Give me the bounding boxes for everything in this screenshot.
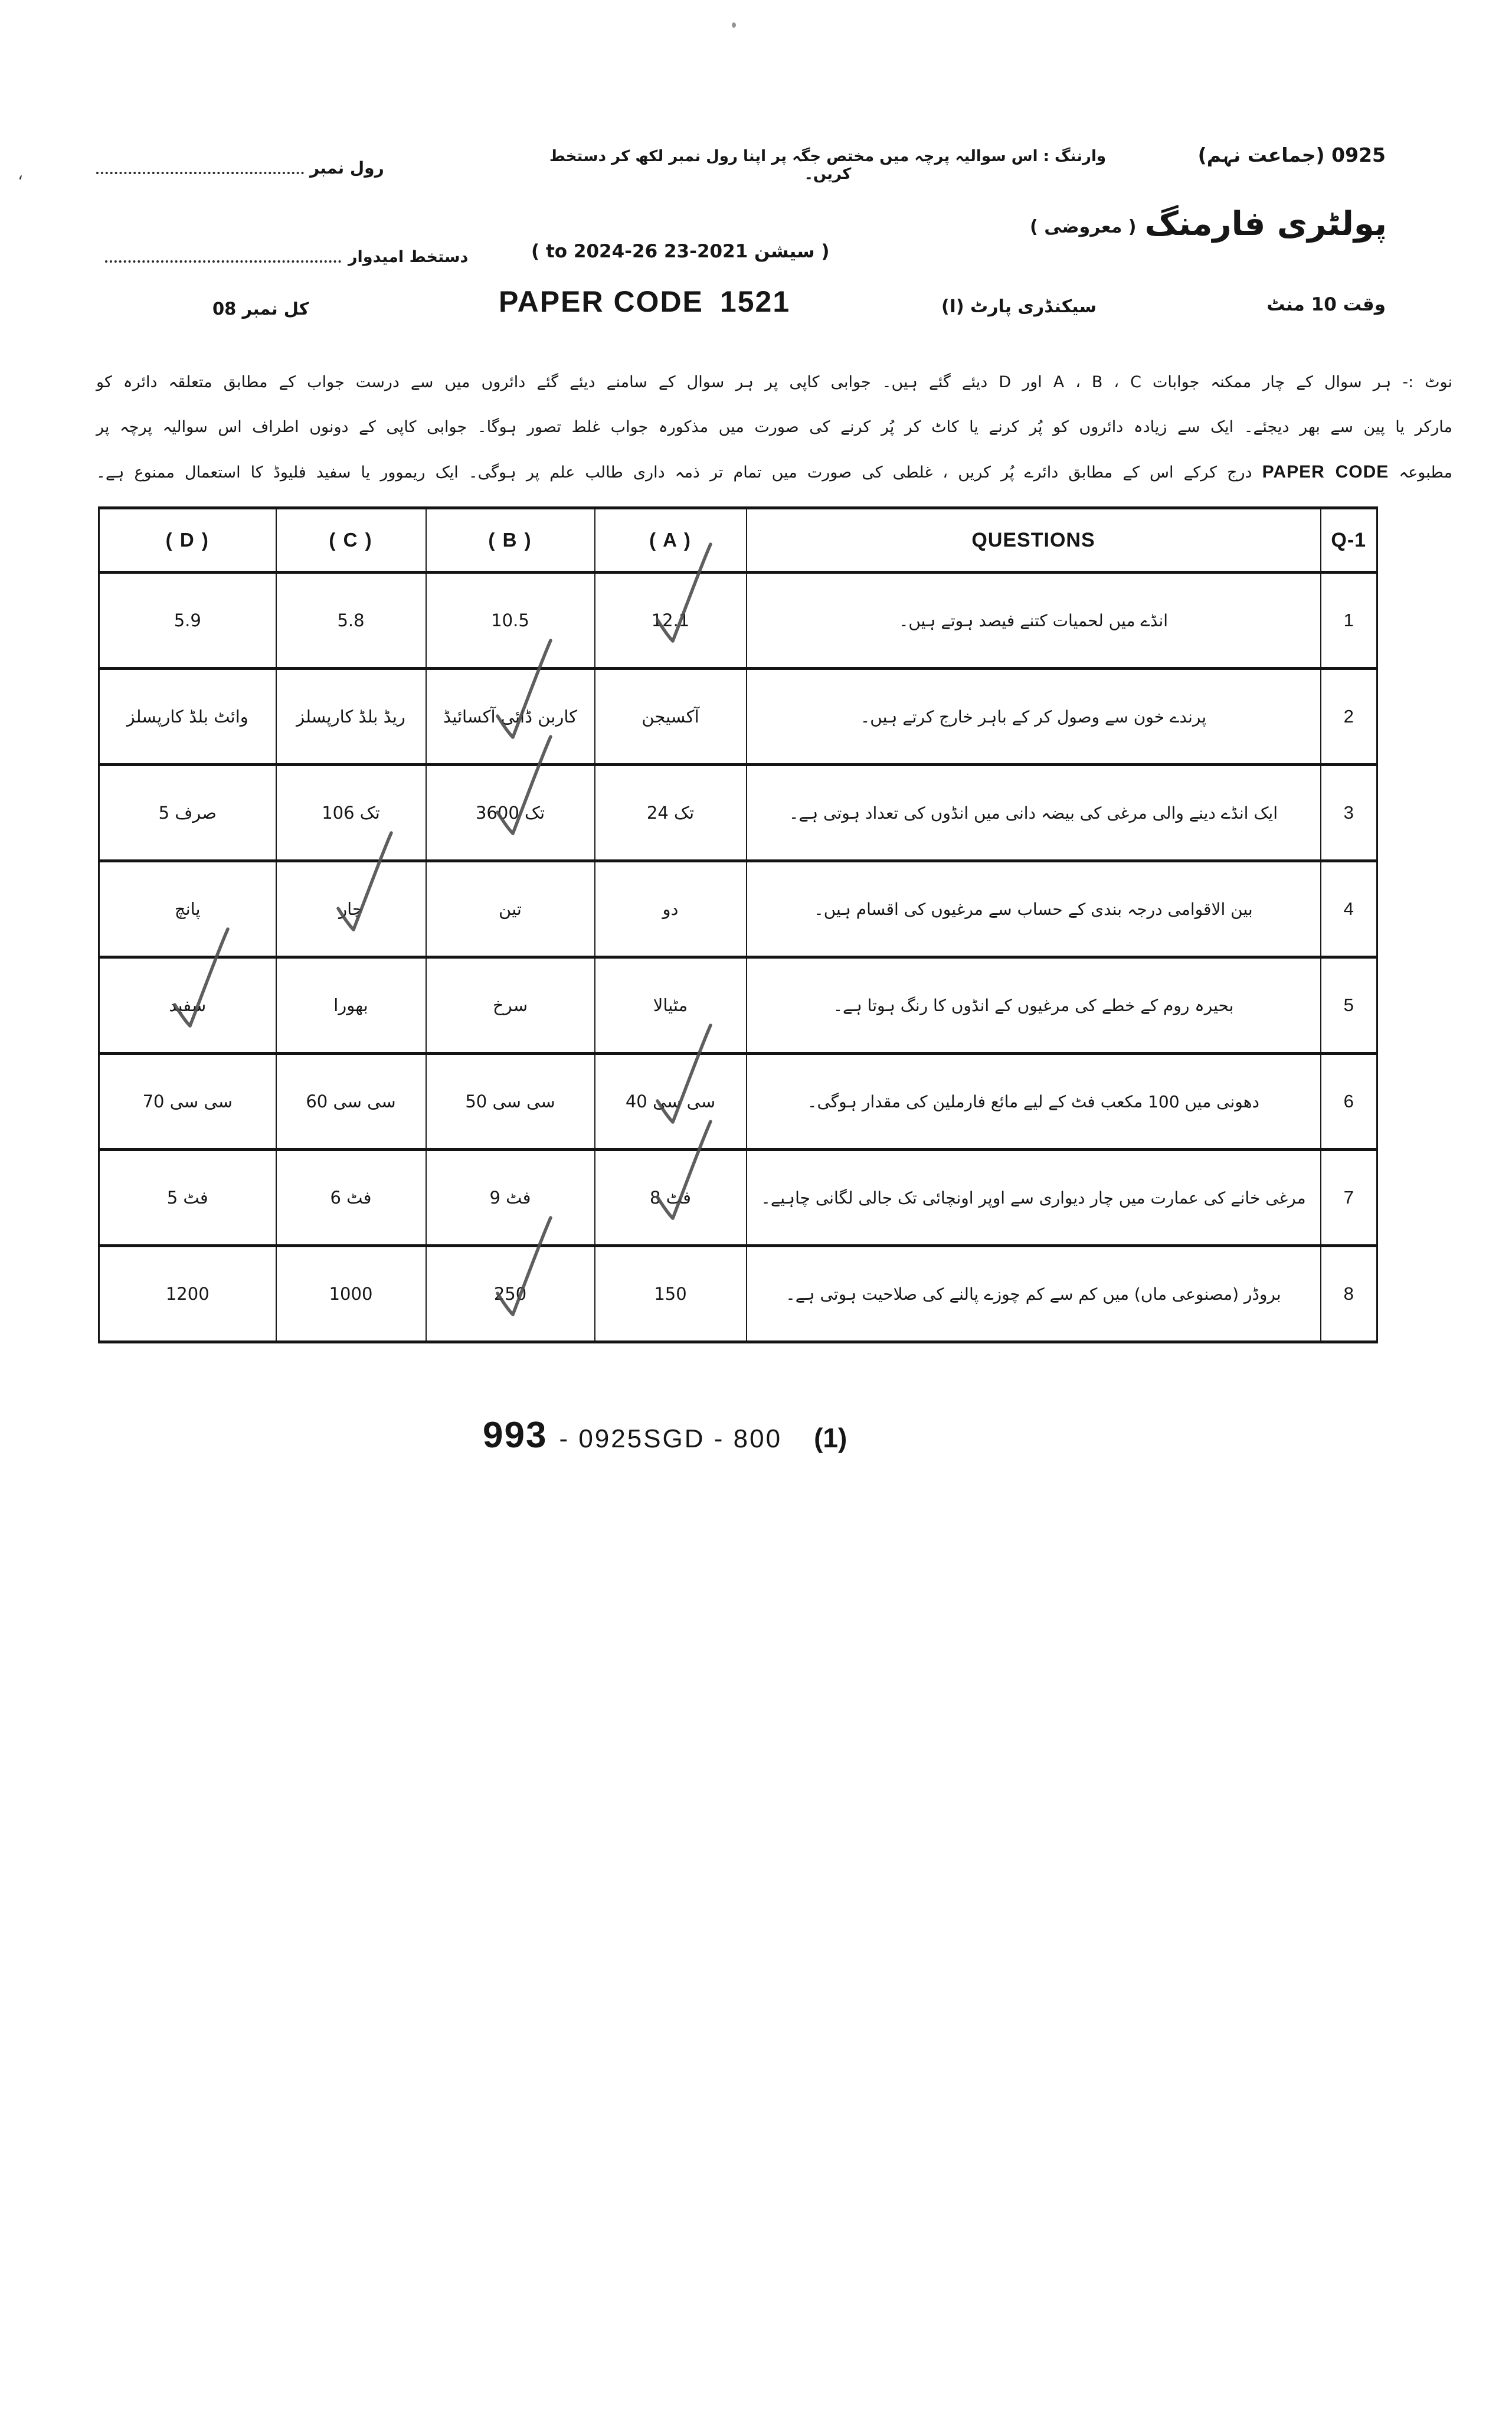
session-label: ( سیشن 2021-23 to 2024-26 ) <box>531 241 830 262</box>
question-row <box>99 1150 1377 1246</box>
option-c-cell: بھورا <box>276 957 426 1054</box>
column-header-c: ( C ) <box>276 508 426 573</box>
paper-title-block <box>1030 205 1387 243</box>
option-d-cell: وائٹ بلڈ کارپسلز <box>99 669 276 765</box>
question-number: 1 <box>1321 573 1377 669</box>
roll-number-label: رول نمبر <box>310 158 384 178</box>
option-a-cell: آکسیجن <box>595 669 747 765</box>
column-header-d: ( D ) <box>99 508 276 573</box>
note-paper-code-word: PAPER CODE <box>1262 462 1389 482</box>
paper-code-number: 1521 <box>719 285 791 318</box>
option-c-cell: 5.8 <box>276 573 426 669</box>
option-b-cell: تین <box>426 861 595 957</box>
question-text: انڈے میں لحمیات کتنے فیصد ہوتے ہیں۔ <box>747 573 1321 669</box>
roll-number-dotted-line <box>96 172 304 174</box>
column-header-a: ( A ) <box>595 508 747 573</box>
table-header-row <box>99 508 1377 573</box>
question-row <box>99 957 1377 1054</box>
note-line-3 <box>96 460 1452 505</box>
column-header-questions: QUESTIONS <box>747 508 1321 573</box>
option-c-cell: 6 فٹ <box>276 1150 426 1246</box>
secondary-part-label: سیکنڈری پارٹ (I) <box>941 296 1097 317</box>
option-d-cell: 5 فٹ <box>99 1150 276 1246</box>
option-a-cell: 40 سی سی <box>595 1054 747 1150</box>
note-line-1: نوٹ :- ہر سوال کے چار ممکنہ جوابات A ، B ، C اور D دیئے گئے ہیں۔ جوابی کاپی پر ہر سوال کے سامنے دیئے گئے دائروں میں سے درست جواب کے مطابق متعلقہ دائرہ کو <box>96 373 1453 391</box>
paper-title: پولٹری فارمنگ <box>1144 205 1387 243</box>
signature-label: دستخط امیدوار <box>348 248 469 266</box>
note-line-3-before: مطبوعہ <box>1399 463 1452 482</box>
question-text: بروڈر (مصنوعی ماں) میں کم سے کم چوزے پالنے کی صلاحیت ہوتی ہے۔ <box>747 1246 1321 1342</box>
signature-dotted-line <box>105 260 341 263</box>
option-d-cell: 5.9 <box>99 573 276 669</box>
question-number: 8 <box>1321 1246 1377 1342</box>
exam-code-and-class: 0925 (جماعت نہم) <box>1197 143 1386 166</box>
question-row <box>99 765 1377 861</box>
question-row <box>99 1054 1377 1150</box>
option-a-cell: مٹیالا <box>595 957 747 1054</box>
option-c-cell: ریڈ بلڈ کارپسلز <box>276 669 426 765</box>
instructions-note <box>96 371 1452 505</box>
option-c-cell: 106 تک <box>276 765 426 861</box>
question-number: 6 <box>1321 1054 1377 1150</box>
question-number: 2 <box>1321 669 1377 765</box>
option-c-cell: 1000 <box>276 1246 426 1342</box>
option-d-cell: 1200 <box>99 1246 276 1342</box>
paper-code-label: PAPER CODE <box>499 285 703 318</box>
question-number: 7 <box>1321 1150 1377 1246</box>
option-d-cell: صرف 5 <box>99 765 276 861</box>
option-b-cell: 10.5 <box>426 573 595 669</box>
question-text: ایک انڈے دینے والی مرغی کی بیضہ دانی میں انڈوں کی تعداد ہوتی ہے۔ <box>747 765 1321 861</box>
question-row <box>99 1246 1377 1342</box>
page-number: (1) <box>814 1423 847 1453</box>
question-text: مرغی خانے کی عمارت میں چار دیواری سے اوپر اونچائی تک جالی لگانی چاہیے۔ <box>747 1150 1321 1246</box>
mcq-answer-table <box>98 506 1378 1343</box>
option-b-cell: کاربن ڈائی آکسائیڈ <box>426 669 595 765</box>
paper-code-heading <box>499 285 790 319</box>
total-marks-label: کل نمبر 08 <box>212 299 309 319</box>
note-line-3-after: درج کرکے اس کے مطابق دائرے پُر کریں ، غلطی کی صورت میں تمام تر ذمہ داری طالب علم پر ہوگی۔ ایک ریموور یا سفید فلیوڈ کا استعمال ممنوع ہے۔ <box>96 463 1252 482</box>
option-d-cell: 70 سی سی <box>99 1054 276 1150</box>
option-c-cell: 60 سی سی <box>276 1054 426 1150</box>
candidate-signature-field <box>105 248 468 266</box>
print-code-bold: 993 <box>483 1415 548 1456</box>
print-code-footer <box>483 1414 847 1456</box>
question-number: 4 <box>1321 861 1377 957</box>
option-a-cell: 24 تک <box>595 765 747 861</box>
print-code-mid: - 0925SGD - 800 <box>559 1424 783 1453</box>
paper-type-label: ( معروضی ) <box>1030 217 1137 237</box>
question-row <box>99 861 1377 957</box>
note-line-2: مارکر یا پین سے بھر دیجئے۔ ایک سے زیادہ دائروں کو پُر کرنے یا کاٹ کر پُر کرنے کی صورت میں مذکورہ جواب غلط تصور ہوگا۔ جوابی کاپی کے دونوں اطراف اس سوالیہ پرچہ پر <box>96 418 1452 436</box>
question-row <box>99 573 1377 669</box>
column-header-question-number: Q-1 <box>1321 508 1377 573</box>
question-number: 5 <box>1321 957 1377 1054</box>
question-text: بحیرہ روم کے خطے کی مرغیوں کے انڈوں کا رنگ ہوتا ہے۔ <box>747 957 1321 1054</box>
question-text: بین الاقوامی درجہ بندی کے حساب سے مرغیوں کی اقسام ہیں۔ <box>747 861 1321 957</box>
option-d-cell: سفید <box>99 957 276 1054</box>
option-a-cell: 8 فٹ <box>595 1150 747 1246</box>
option-c-cell: چار <box>276 861 426 957</box>
question-number: 3 <box>1321 765 1377 861</box>
option-b-cell: 9 فٹ <box>426 1150 595 1246</box>
option-b-cell: 50 سی سی <box>426 1054 595 1150</box>
roll-number-field <box>96 158 384 178</box>
option-b-cell: 250 <box>426 1246 595 1342</box>
option-a-cell: 150 <box>595 1246 747 1342</box>
time-allowed-label: وقت 10 منٹ <box>1266 294 1386 315</box>
option-d-cell: پانچ <box>99 861 276 957</box>
question-row <box>99 669 1377 765</box>
question-text: پرندے خون سے وصول کر کے باہر خارج کرتے ہیں۔ <box>747 669 1321 765</box>
question-text: دھونی میں 100 مکعب فٹ کے لیے مائع فارملین کی مقدار ہوگی۔ <box>747 1054 1321 1150</box>
scan-artifact: ، <box>18 164 24 184</box>
scan-artifact <box>732 22 736 28</box>
option-b-cell: سرخ <box>426 957 595 1054</box>
column-header-b: ( B ) <box>426 508 595 573</box>
option-a-cell: دو <box>595 861 747 957</box>
option-b-cell: 3600 تک <box>426 765 595 861</box>
option-a-cell: 12.1 <box>595 573 747 669</box>
warning-text: وارننگ : اس سوالیہ پرچہ میں مختص جگہ پر اپنا رول نمبر لکھ کر دستخط کریں۔ <box>549 148 1107 183</box>
